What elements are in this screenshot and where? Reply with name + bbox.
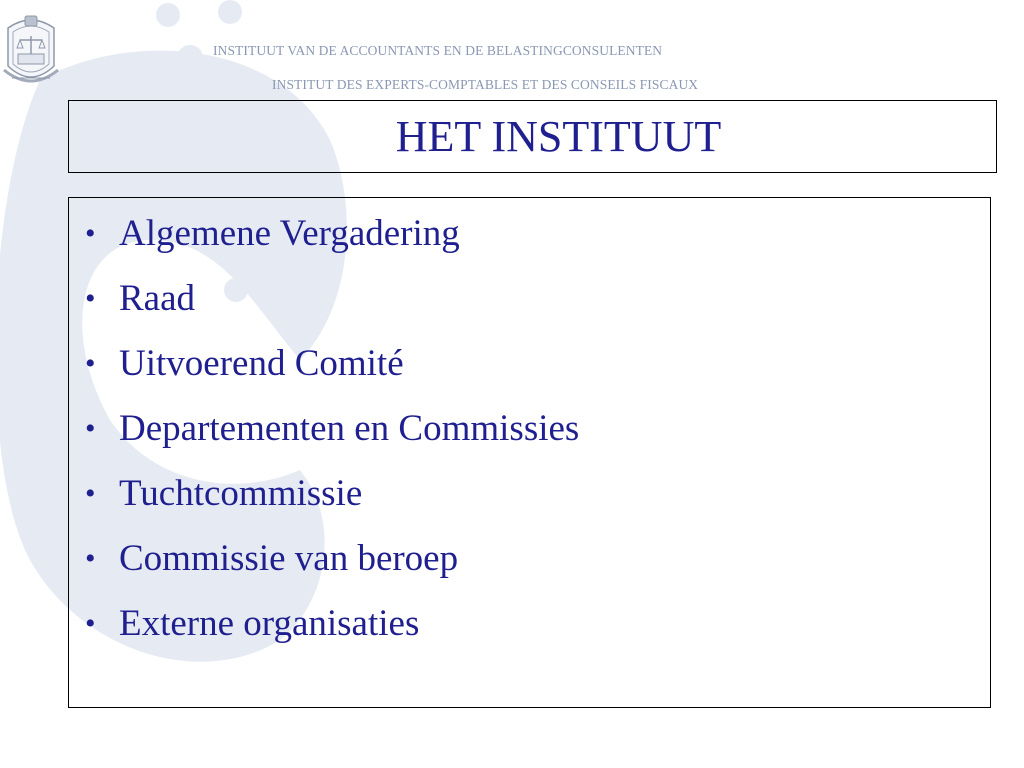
header-institute-french: INSTITUT DES EXPERTS-COMPTABLES ET DES CONSEILS FISCAUX: [272, 77, 699, 92]
bullet-item: [69, 210, 990, 275]
bullet-text: Raad: [119, 278, 196, 319]
slide-title: HET INSTITUUT: [395, 111, 722, 161]
bullet-text: Commissie van beroep: [119, 538, 459, 579]
bullet-text: Algemene Vergadering: [119, 213, 460, 254]
bullet-item: [69, 600, 990, 665]
bullet-text: Departementen en Commissies: [119, 408, 580, 449]
bullet-list: [69, 198, 990, 665]
bullet-item: [69, 275, 990, 340]
institute-seal-logo: [0, 8, 62, 92]
bullet-text: Uitvoerend Comité: [119, 343, 404, 384]
bullet-text: Externe organisaties: [119, 603, 420, 644]
bullet-item: [69, 405, 990, 470]
bullet-dot: •: [85, 477, 96, 510]
bullet-dot: •: [85, 607, 96, 640]
bullet-text: Tuchtcommissie: [119, 473, 363, 514]
bullet-dot: •: [85, 412, 96, 445]
content-box: [68, 197, 991, 708]
bullet-item: [69, 535, 990, 600]
header-institute-dutch: INSTITUUT VAN DE ACCOUNTANTS EN DE BELASTINGCONSULENTEN: [213, 43, 663, 58]
bullet-dot: •: [85, 347, 96, 380]
bullet-dot: •: [85, 542, 96, 575]
bullet-item: [69, 470, 990, 535]
title-box: [68, 100, 997, 173]
bullet-dot: •: [85, 217, 96, 250]
bullet-dot: •: [85, 282, 96, 315]
bullet-item: [69, 340, 990, 405]
